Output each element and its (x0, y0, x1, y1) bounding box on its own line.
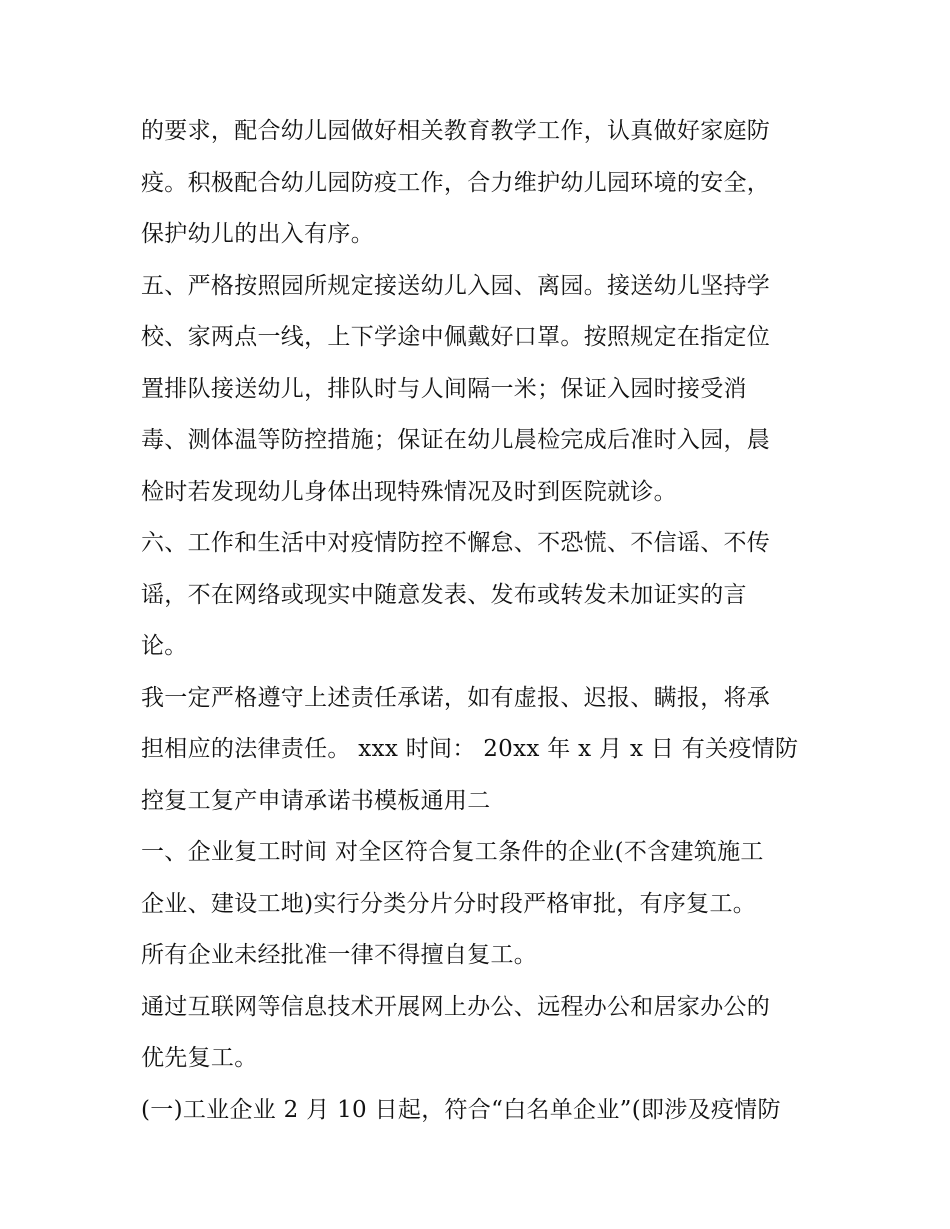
text-line: 谣，不在网络或现实中随意发表、发布或转发未加证实的言 (141, 581, 747, 608)
document-body (141, 106, 821, 1136)
text-line: 企业、建设工地)实行分类分片分时段严格审批，有序复工。 (141, 890, 757, 917)
text-line: 六、工作和生活中对疫情防控不懈怠、不恐慌、不信谣、不传 (141, 530, 771, 556)
text-line: 控复工复产申请承诺书模板通用二 (141, 787, 491, 814)
text-line: 毒、测体温等防控措施；保证在幼儿晨检完成后准时入园，晨 (141, 427, 771, 453)
text-line: 保护幼儿的出入有序。 (141, 221, 374, 247)
text-line: (一)工业企业 2 月 10 日起，符合“白名单企业”(即涉及疫情防 (141, 1096, 781, 1123)
text-line: 置排队接送幼儿，排队时与人间隔一米；保证入园时接受消 (141, 375, 747, 402)
text-line: 检时若发现幼儿身体出现特殊情况及时到医院就诊。 (141, 478, 677, 505)
text-line: 疫。积极配合幼儿园防疫工作，合力维护幼儿园环境的安全， (141, 169, 771, 196)
text-line: 五、严格按照园所规定接送幼儿入园、离园。接送幼儿坚持学 (141, 272, 771, 299)
text-line: 所有企业未经批准一律不得擅自复工。 (141, 942, 538, 968)
text-line: 论。 (141, 633, 188, 659)
text-line: 一、企业复工时间 对全区符合复工条件的企业(不含建筑施工 (141, 839, 764, 865)
text-line: 通过互联网等信息技术开展网上办公、远程办公和居家办公的 (141, 993, 771, 1020)
text-line: 的要求，配合幼儿园做好相关教育教学工作，认真做好家庭防 (141, 118, 771, 144)
text-line: 我一定严格遵守上述责任承诺，如有虚报、迟报、瞒报，将承 (141, 684, 771, 711)
text-line: 担相应的法律责任。 xxx 时间： 20xx 年 x 月 x 日 有关疫情防 (141, 736, 799, 762)
text-line: 校、家两点一线，上下学途中佩戴好口罩。按照规定在指定位 (141, 324, 771, 350)
text-line: 优先复工。 (141, 1045, 258, 1071)
